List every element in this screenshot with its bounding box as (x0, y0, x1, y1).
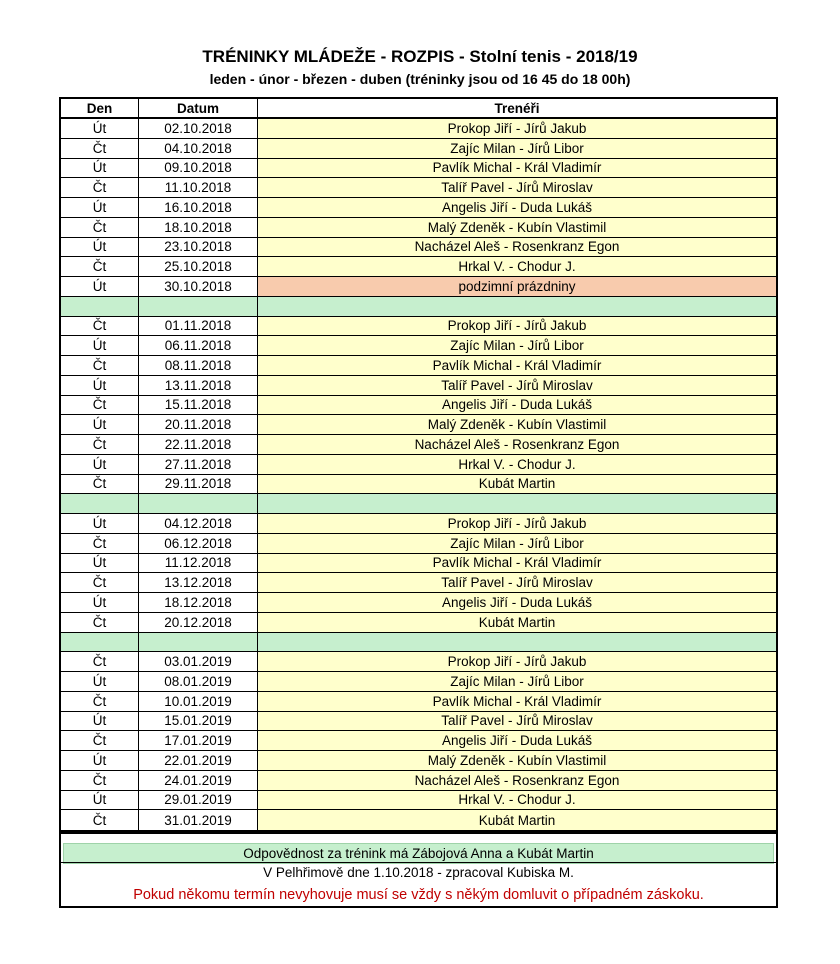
coaches-cell: Pavlík Michal - Král Vladimír (258, 692, 776, 711)
day-cell: Čt (61, 692, 139, 711)
coaches-cell: Zajíc Milan - Jírů Libor (258, 139, 776, 158)
date-cell: 13.11.2018 (139, 376, 258, 395)
table-row (61, 159, 776, 179)
coaches-cell: Angelis Jiří - Duda Lukáš (258, 731, 776, 750)
table-row (61, 771, 776, 791)
day-cell: Čt (61, 573, 139, 592)
coaches-cell: Hrkal V. - Chodur J. (258, 455, 776, 474)
day-cell: Út (61, 593, 139, 612)
table-row (61, 534, 776, 554)
day-cell: Út (61, 336, 139, 355)
day-cell: Út (61, 751, 139, 770)
day-cell: Čt (61, 475, 139, 494)
day-cell: Út (61, 791, 139, 810)
substitution-warning: Pokud někomu termín nevyhovuje musí se vždy s někým domluvit o případném záskoku. (133, 887, 704, 903)
coaches-cell: podzimní prázdniny (258, 277, 776, 296)
coaches-cell: Talíř Pavel - Jírů Miroslav (258, 178, 776, 197)
coaches-cell: Talíř Pavel - Jírů Miroslav (258, 712, 776, 731)
coaches-cell: Pavlík Michal - Král Vladimír (258, 554, 776, 573)
table-row (61, 455, 776, 475)
table-row (61, 712, 776, 732)
table-row (61, 415, 776, 435)
separator-cell (61, 633, 139, 652)
coaches-cell: Nacházel Aleš - Rosenkranz Egon (258, 238, 776, 257)
day-cell: Čt (61, 731, 139, 750)
day-cell: Út (61, 119, 139, 138)
day-cell: Čt (61, 218, 139, 237)
separator-cell (61, 494, 139, 513)
day-cell: Út (61, 159, 139, 178)
separator-cell (258, 297, 776, 316)
coaches-cell: Hrkal V. - Chodur J. (258, 791, 776, 810)
date-cell: 04.12.2018 (139, 514, 258, 533)
day-cell: Út (61, 514, 139, 533)
header-day: Den (61, 99, 139, 117)
date-cell: 30.10.2018 (139, 277, 258, 296)
coaches-cell: Talíř Pavel - Jírů Miroslav (258, 573, 776, 592)
separator-cell (139, 633, 258, 652)
coaches-cell: Zajíc Milan - Jírů Libor (258, 336, 776, 355)
date-cell: 01.11.2018 (139, 317, 258, 336)
table-row (61, 751, 776, 771)
date-cell: 11.10.2018 (139, 178, 258, 197)
coaches-cell: Angelis Jiří - Duda Lukáš (258, 198, 776, 217)
day-cell: Čt (61, 613, 139, 632)
date-cell: 15.01.2019 (139, 712, 258, 731)
table-row (61, 277, 776, 297)
table-row (61, 198, 776, 218)
coaches-cell: Malý Zdeněk - Kubín Vlastimil (258, 751, 776, 770)
table-row (61, 593, 776, 613)
coaches-cell: Prokop Jiří - Jírů Jakub (258, 514, 776, 533)
document-subtitle: leden - únor - březen - duben (tréninky jsou od 16 45 do 18 00h) (209, 71, 631, 87)
table-row (61, 178, 776, 198)
coaches-cell: Nacházel Aleš - Rosenkranz Egon (258, 435, 776, 454)
coaches-cell: Nacházel Aleš - Rosenkranz Egon (258, 771, 776, 790)
date-cell: 22.11.2018 (139, 435, 258, 454)
date-cell: 18.12.2018 (139, 593, 258, 612)
coaches-cell: Kubát Martin (258, 613, 776, 632)
table-row (61, 317, 776, 337)
coaches-cell: Prokop Jiří - Jírů Jakub (258, 317, 776, 336)
day-cell: Čt (61, 771, 139, 790)
coaches-cell: Prokop Jiří - Jírů Jakub (258, 119, 776, 138)
coaches-cell: Pavlík Michal - Král Vladimír (258, 356, 776, 375)
date-cell: 08.11.2018 (139, 356, 258, 375)
date-cell: 06.12.2018 (139, 534, 258, 553)
table-row (61, 554, 776, 574)
table-row (61, 692, 776, 712)
date-cell: 08.01.2019 (139, 672, 258, 691)
table-row (61, 435, 776, 455)
separator-cell (139, 297, 258, 316)
document-title: TRÉNINKY MLÁDEŽE - ROZPIS - Stolní tenis - 2018/19 (202, 47, 638, 66)
date-cell: 11.12.2018 (139, 554, 258, 573)
separator-cell (61, 297, 139, 316)
day-cell: Čt (61, 317, 139, 336)
separator-cell (139, 494, 258, 513)
table-row (61, 119, 776, 139)
date-cell: 18.10.2018 (139, 218, 258, 237)
day-cell: Út (61, 415, 139, 434)
day-cell: Út (61, 712, 139, 731)
day-cell: Út (61, 376, 139, 395)
table-row (61, 139, 776, 159)
date-cell: 09.10.2018 (139, 159, 258, 178)
date-cell: 23.10.2018 (139, 238, 258, 257)
table-row (61, 573, 776, 593)
date-cell: 24.01.2019 (139, 771, 258, 790)
footer-box (59, 832, 778, 908)
day-cell: Čt (61, 178, 139, 197)
day-cell: Čt (61, 534, 139, 553)
coaches-cell: Talíř Pavel - Jírů Miroslav (258, 376, 776, 395)
header-coaches: Trenéři (494, 100, 540, 116)
header-date: Datum (139, 99, 258, 117)
coaches-cell: Kubát Martin (258, 810, 776, 830)
coaches-cell: Angelis Jiří - Duda Lukáš (258, 593, 776, 612)
table-row (61, 514, 776, 534)
table-row (61, 376, 776, 396)
date-cell: 29.01.2019 (139, 791, 258, 810)
table-row (61, 672, 776, 692)
month-separator-row (61, 297, 776, 317)
table-row (61, 652, 776, 672)
coaches-cell: Zajíc Milan - Jírů Libor (258, 534, 776, 553)
date-cell: 02.10.2018 (139, 119, 258, 138)
month-separator-row (61, 494, 776, 514)
coaches-cell: Zajíc Milan - Jírů Libor (258, 672, 776, 691)
date-cell: 06.11.2018 (139, 336, 258, 355)
date-cell: 04.10.2018 (139, 139, 258, 158)
coaches-cell: Pavlík Michal - Král Vladimír (258, 159, 776, 178)
month-separator-row (61, 633, 776, 653)
date-cell: 15.11.2018 (139, 396, 258, 415)
date-cell: 20.12.2018 (139, 613, 258, 632)
day-cell: Út (61, 554, 139, 573)
separator-cell (258, 494, 776, 513)
table-row (61, 218, 776, 238)
date-cell: 31.01.2019 (139, 810, 258, 830)
date-cell: 25.10.2018 (139, 257, 258, 276)
table-row (61, 238, 776, 258)
date-cell: 10.01.2019 (139, 692, 258, 711)
coaches-cell: Prokop Jiří - Jírů Jakub (258, 652, 776, 671)
table-row (61, 356, 776, 376)
place-date-note: V Pelhřimově dne 1.10.2018 - zpracoval Kubiska M. (61, 862, 776, 882)
day-cell: Út (61, 198, 139, 217)
day-cell: Čt (61, 396, 139, 415)
table-row (61, 810, 776, 830)
coaches-cell: Malý Zdeněk - Kubín Vlastimil (258, 218, 776, 237)
coaches-cell: Angelis Jiří - Duda Lukáš (258, 396, 776, 415)
coaches-cell: Hrkal V. - Chodur J. (258, 257, 776, 276)
table-row (61, 731, 776, 751)
day-cell: Čt (61, 810, 139, 830)
day-cell: Čt (61, 257, 139, 276)
day-cell: Čt (61, 139, 139, 158)
table-row (61, 791, 776, 811)
day-cell: Út (61, 277, 139, 296)
table-row (61, 336, 776, 356)
day-cell: Čt (61, 356, 139, 375)
date-cell: 13.12.2018 (139, 573, 258, 592)
table-row (61, 613, 776, 633)
table-row (61, 475, 776, 495)
date-cell: 20.11.2018 (139, 415, 258, 434)
date-cell: 22.01.2019 (139, 751, 258, 770)
separator-cell (258, 633, 776, 652)
schedule-table (59, 97, 778, 832)
coaches-cell: Malý Zdeněk - Kubín Vlastimil (258, 415, 776, 434)
day-cell: Út (61, 455, 139, 474)
table-header-row (61, 99, 776, 119)
date-cell: 17.01.2019 (139, 731, 258, 750)
day-cell: Út (61, 672, 139, 691)
date-cell: 16.10.2018 (139, 198, 258, 217)
responsibility-note: Odpovědnost za trénink má Zábojová Anna a Kubát Martin (63, 843, 774, 864)
day-cell: Čt (61, 435, 139, 454)
table-row (61, 257, 776, 277)
day-cell: Út (61, 238, 139, 257)
coaches-cell: Kubát Martin (258, 475, 776, 494)
day-cell: Čt (61, 652, 139, 671)
date-cell: 29.11.2018 (139, 475, 258, 494)
date-cell: 03.01.2019 (139, 652, 258, 671)
table-row (61, 396, 776, 416)
date-cell: 27.11.2018 (139, 455, 258, 474)
